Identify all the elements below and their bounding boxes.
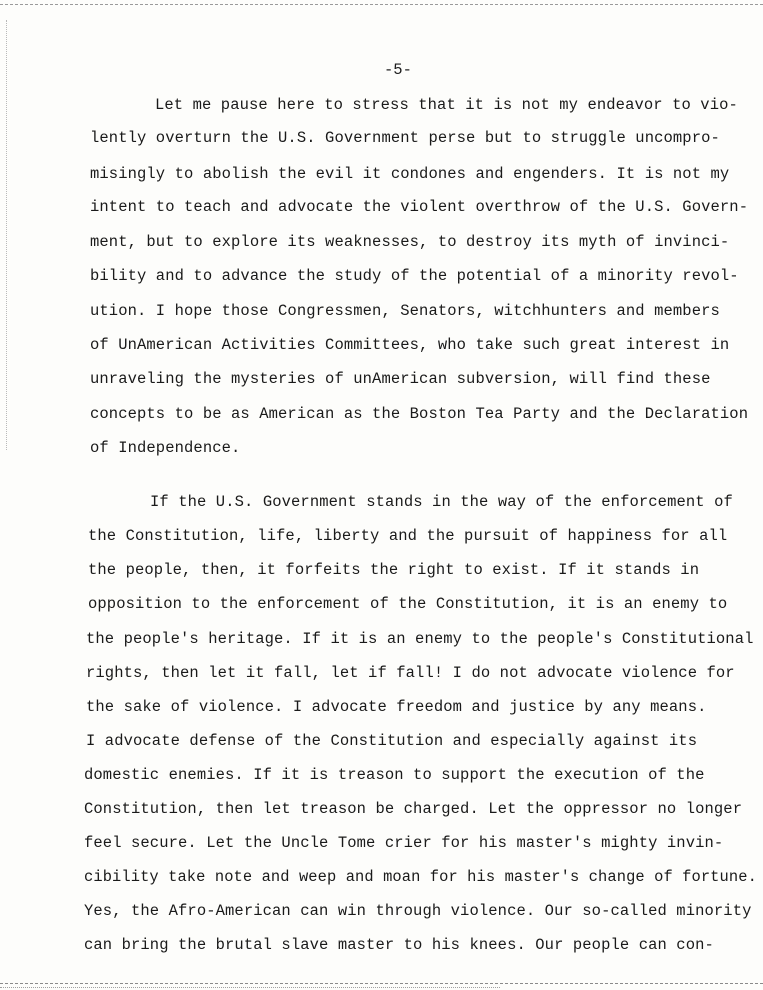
paragraph-2-line-14: can bring the brutal slave master to his knees. Our people can con- [84,936,714,954]
bottom-edge [0,983,763,984]
paragraph-2-line-7: the sake of violence. I advocate freedom and justice by any means. [86,698,707,716]
paragraph-2-line-1: If the U.S. Government stands in the way of the enforcement of [150,493,733,511]
page-number: -5- [384,61,412,79]
paragraph-2-line-3: the people, then, it forfeits the right to exist. If it stands in [88,561,700,579]
paragraph-2-line-2: the Constitution, life, liberty and the pursuit of happiness for all [88,527,728,545]
paragraph-1-line-1: Let me pause here to stress that it is not my endeavor to vio- [155,96,738,114]
paragraph-2-line-11: feel secure. Let the Uncle Tome crier for his master's mighty invin- [84,834,724,852]
paragraph-2-line-6: rights, then let it fall, let if fall! I do not advocate violence for [86,664,735,682]
paragraph-1-line-3: misingly to abolish the evil it condones and engenders. It is not my [90,165,730,183]
paragraph-2-line-4: opposition to the enforcement of the Constitution, it is an enemy to [88,595,728,613]
paragraph-2-line-10: Constitution, then let treason be charged. Let the oppressor no longer [84,800,743,818]
paragraph-2-line-9: domestic enemies. If it is treason to support the execution of the [84,766,705,784]
paragraph-1-line-9: unraveling the mysteries of unAmerican subversion, will find these [90,370,711,388]
paragraph-1-line-6: bility and to advance the study of the potential of a minority revol- [90,267,739,285]
paragraph-1-line-2: lently overturn the U.S. Government perse but to struggle uncompro- [90,129,720,147]
paragraph-1-line-5: ment, but to explore its weaknesses, to destroy its myth of invinci- [90,233,730,251]
paragraph-1-line-10: concepts to be as American as the Boston Tea Party and the Declaration [90,405,749,423]
bottom-edge-dots [0,987,500,988]
paragraph-1-line-7: ution. I hope those Congressmen, Senators, witchhunters and members [90,302,720,320]
paragraph-1-line-11: of Independence. [90,439,241,457]
left-margin-specks [6,20,25,450]
paragraph-2-line-12: cibility take note and weep and moan for his master's change of fortune. [84,868,757,886]
paragraph-1-line-4: intent to teach and advocate the violent overthrow of the U.S. Govern- [90,198,749,216]
paragraph-2-line-8: I advocate defense of the Constitution and especially against its [86,732,698,750]
top-edge [0,4,763,5]
paragraph-1-line-8: of UnAmerican Activities Committees, who take such great interest in [90,336,730,354]
paragraph-2-line-13: Yes, the Afro-American can win through violence. Our so-called minority [84,902,752,920]
paragraph-2-line-5: the people's heritage. If it is an enemy to the people's Constitutional [86,630,754,648]
